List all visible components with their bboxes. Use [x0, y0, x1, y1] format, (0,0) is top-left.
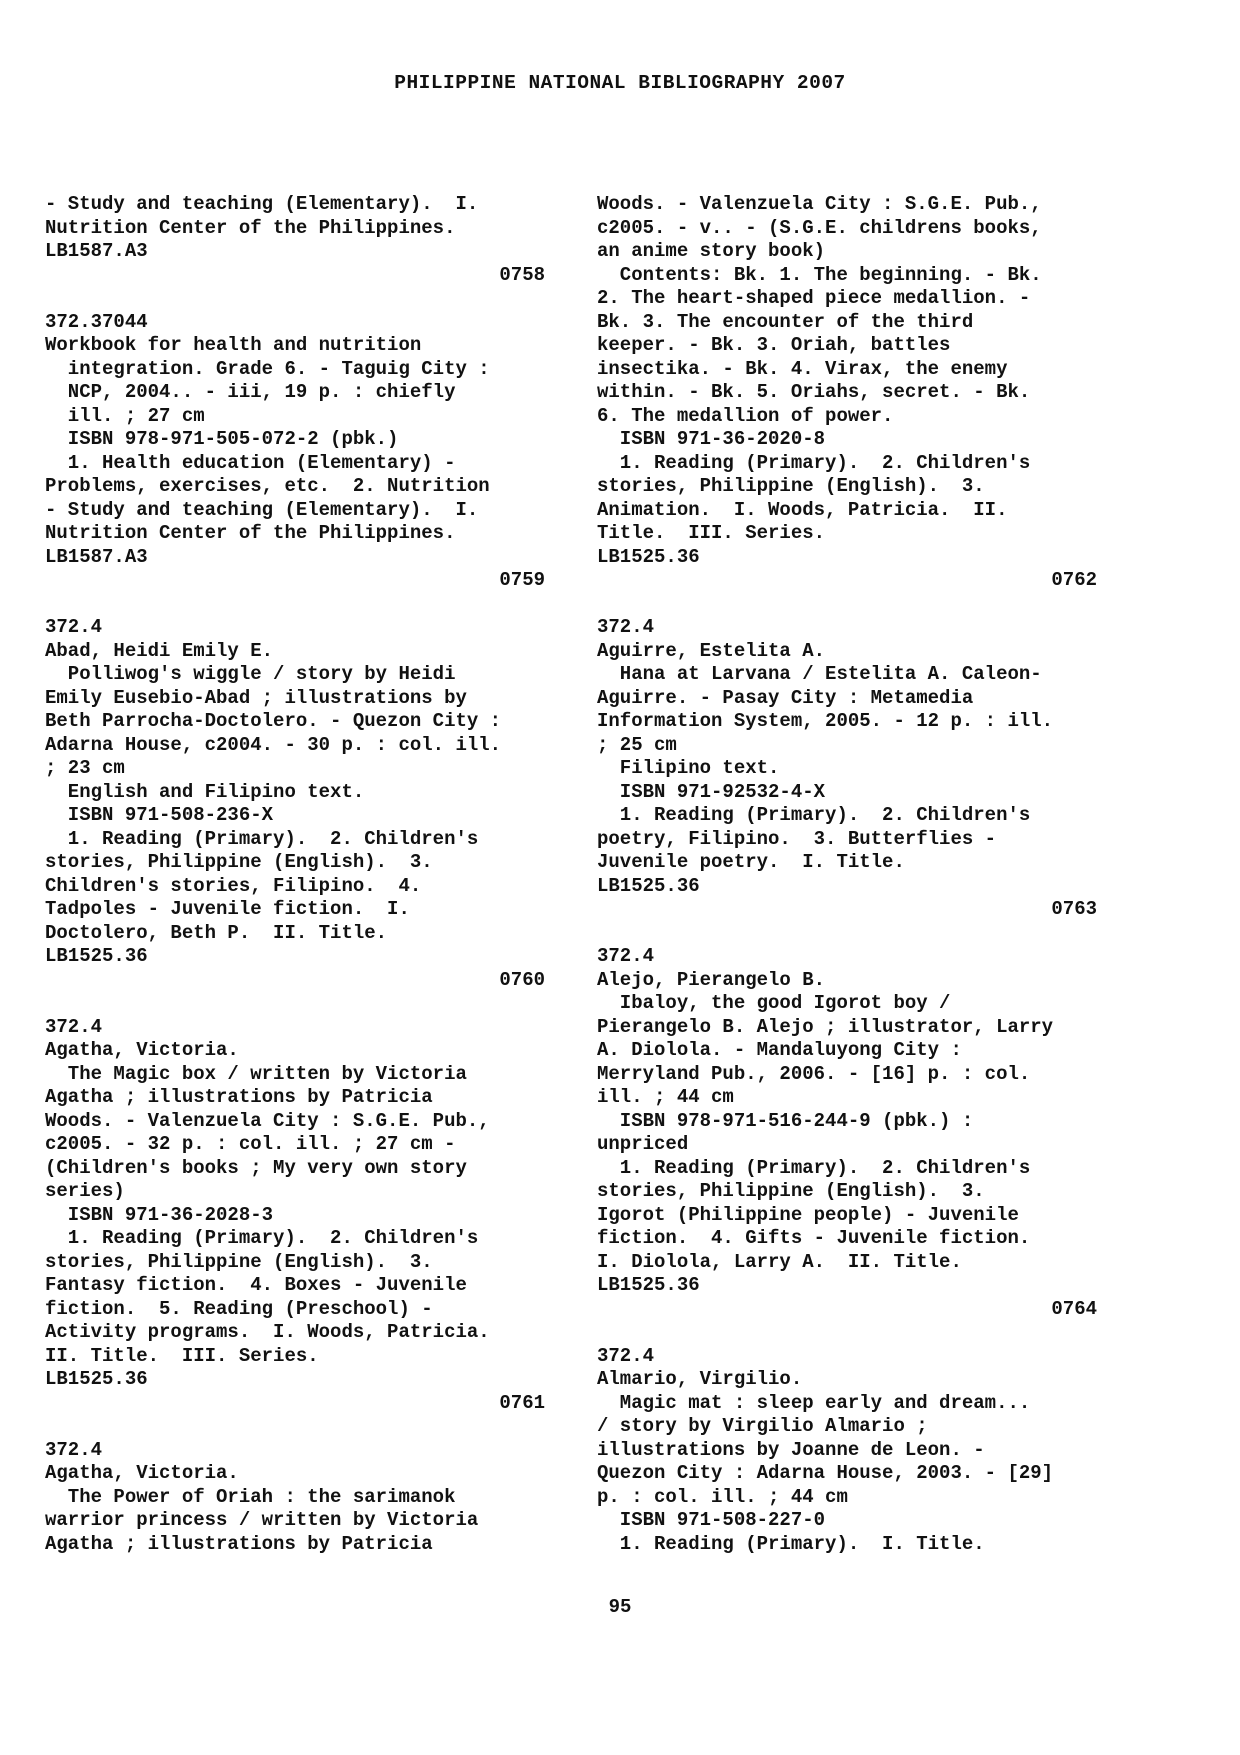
entry-line: ISBN 971-508-236-X: [45, 804, 274, 826]
entry-line: A. Diolola. - Mandaluyong City :: [597, 1039, 962, 1061]
entry-line: Aguirre, Estelita A.: [597, 639, 826, 662]
entry-line: Doctolero, Beth P. II. Title.: [45, 921, 388, 944]
entry-line: Adarna House, c2004. - 30 p. : col. ill.: [45, 733, 502, 756]
entry-line: I. Diolola, Larry A. II. Title.: [597, 1250, 962, 1273]
entry-line: LB1525.36: [597, 1274, 700, 1296]
entry-line: Abad, Heidi Emily E.: [45, 639, 274, 662]
entry-line: 1. Reading (Primary). 2. Children's: [45, 1227, 479, 1249]
entry-line: Fantasy fiction. 4. Boxes - Juvenile: [45, 1274, 467, 1296]
entry-line: ISBN 971-36-2020-8: [597, 428, 826, 450]
entry-line: Children's stories, Filipino. 4.: [45, 874, 422, 897]
entry-line: Magic mat : sleep early and dream...: [597, 1391, 1031, 1414]
entry-line: LB1587.A3: [45, 240, 148, 262]
entry-line: 2. The heart-shaped piece medallion. -: [597, 287, 1031, 309]
entry-line: c2005. - 32 p. : col. ill. ; 27 cm -: [45, 1133, 456, 1155]
entry-line: LB1525.36: [45, 1368, 148, 1390]
spacer: [45, 593, 545, 617]
entry-line: 372.4: [597, 945, 655, 967]
entry-line: ; 25 cm: [597, 733, 677, 756]
entry-line: 1. Reading (Primary). 2. Children's: [597, 451, 1031, 474]
entry-line: Title. III. Series.: [597, 522, 826, 544]
entry-line: Juvenile poetry. I. Title.: [597, 851, 905, 873]
right-column: [597, 193, 1097, 1556]
entry-line: stories, Philippine (English). 3.: [45, 1250, 433, 1273]
entry-line: Agatha ; illustrations by Patricia: [45, 1086, 433, 1108]
entry-line: p. : col. ill. ; 44 cm: [597, 1485, 848, 1508]
entry-line: Beth Parrocha-Doctolero. - Quezon City :: [45, 710, 502, 732]
entry-line: II. Title. III. Series.: [45, 1344, 319, 1367]
entry-line: ISBN 971-36-2028-3: [45, 1203, 274, 1226]
page-number: 95: [608, 1596, 632, 1618]
entry-line: Woods. - Valenzuela City : S.G.E. Pub.,: [45, 1109, 490, 1132]
entry-line: stories, Philippine (English). 3.: [45, 851, 433, 873]
spacer: [597, 593, 1097, 617]
entry-line: Merryland Pub., 2006. - [16] p. : col.: [597, 1062, 1031, 1085]
entry-line: Emily Eusebio-Abad ; illustrations by: [45, 686, 467, 709]
entry-line: NCP, 2004.. - iii, 19 p. : chiefly: [45, 381, 456, 403]
entry-line: - Study and teaching (Elementary). I.: [45, 193, 479, 215]
entry-line: ISBN 978-971-516-244-9 (pbk.) :: [597, 1109, 974, 1132]
spacer: [597, 1321, 1097, 1345]
entry-line: ISBN 971-508-227-0: [597, 1509, 826, 1531]
entry-line: series): [45, 1180, 125, 1202]
entry-line: insectika. - Bk. 4. Virax, the enemy: [597, 357, 1008, 380]
entry-line: illustrations by Joanne de Leon. -: [597, 1438, 985, 1461]
entry-line: Ibaloy, the good Igorot boy /: [597, 992, 951, 1014]
entry-line: within. - Bk. 5. Oriahs, secret. - Bk.: [597, 381, 1031, 403]
entry-line: LB1525.36: [597, 874, 700, 897]
entry-line: integration. Grade 6. - Taguig City :: [45, 357, 490, 380]
spacer: [45, 287, 545, 311]
entry-line: (Children's books ; My very own story: [45, 1156, 467, 1179]
entry-line: Nutrition Center of the Philippines.: [45, 522, 456, 544]
entry-line: 372.4: [597, 1344, 655, 1367]
entry-line: Filipino text.: [597, 757, 780, 779]
entry-line: Contents: Bk. 1. The beginning. - Bk.: [597, 263, 1042, 286]
entry-line: 1. Reading (Primary). 2. Children's: [45, 827, 479, 850]
entry-line: fiction. 5. Reading (Preschool) -: [45, 1297, 433, 1320]
entry-line: / story by Virgilio Almario ;: [597, 1415, 928, 1437]
entry-line: ISBN 971-92532-4-X: [597, 780, 826, 803]
entry-line: Polliwog's wiggle / story by Heidi: [45, 663, 456, 685]
entry-line: Workbook for health and nutrition: [45, 334, 422, 356]
entry-line: fiction. 4. Gifts - Juvenile fiction.: [597, 1227, 1031, 1249]
spacer: [597, 922, 1097, 946]
entry-number: 0764: [1051, 1297, 1097, 1320]
entry-line: unpriced: [597, 1133, 689, 1155]
entry-line: Pierangelo B. Alejo ; illustrator, Larry: [597, 1015, 1054, 1038]
page-header-title: PHILIPPINE NATIONAL BIBLIOGRAPHY 2007: [394, 72, 846, 94]
entry-line: 1. Health education (Elementary) -: [45, 451, 456, 474]
entry-line: LB1525.36: [597, 545, 700, 568]
entry-line: 1. Reading (Primary). 2. Children's: [597, 1156, 1031, 1179]
entry-line: Activity programs. I. Woods, Patricia.: [45, 1321, 490, 1343]
entry-line: c2005. - v.. - (S.G.E. childrens books,: [597, 216, 1042, 239]
entry-line: Bk. 3. The encounter of the third: [597, 310, 974, 333]
entry-line: warrior princess / written by Victoria: [45, 1509, 479, 1531]
entry-line: stories, Philippine (English). 3.: [597, 475, 985, 497]
entry-line: The Magic box / written by Victoria: [45, 1062, 467, 1085]
entry-line: Information System, 2005. - 12 p. : ill.: [597, 710, 1054, 732]
entry-line: 372.37044: [45, 310, 148, 333]
entry-line: 6. The medallion of power.: [597, 404, 894, 427]
entry-line: Quezon City : Adarna House, 2003. - [29]: [597, 1462, 1054, 1484]
entry-line: 372.4: [45, 616, 103, 638]
entry-line: Problems, exercises, etc. 2. Nutrition: [45, 475, 490, 497]
entry-line: Tadpoles - Juvenile fiction. I.: [45, 898, 410, 920]
entry-line: 372.4: [45, 1438, 103, 1461]
entry-line: Agatha ; illustrations by Patricia: [45, 1532, 433, 1555]
entry-number: 0758: [499, 263, 545, 286]
entry-line: ill. ; 27 cm: [45, 404, 205, 427]
entry-line: poetry, Filipino. 3. Butterflies -: [597, 827, 997, 850]
entry-line: English and Filipino text.: [45, 780, 365, 803]
spacer: [45, 992, 545, 1016]
entry-line: stories, Philippine (English). 3.: [597, 1180, 985, 1202]
entry-line: 1. Reading (Primary). 2. Children's: [597, 804, 1031, 826]
entry-line: Animation. I. Woods, Patricia. II.: [597, 498, 1008, 521]
entry-line: Aguirre. - Pasay City : Metamedia: [597, 686, 974, 709]
entry-number: 0763: [1051, 898, 1097, 920]
entry-line: LB1587.A3: [45, 545, 148, 568]
entry-line: The Power of Oriah : the sarimanok: [45, 1485, 456, 1508]
entry-line: 372.4: [597, 616, 655, 638]
entry-line: LB1525.36: [45, 945, 148, 967]
entry-line: an anime story book): [597, 240, 826, 262]
entry-number: 0762: [1051, 569, 1097, 591]
entry-line: Agatha, Victoria.: [45, 1462, 239, 1484]
spacer: [45, 1415, 545, 1439]
entry-line: Almario, Virgilio.: [597, 1368, 803, 1390]
entry-number: 0759: [499, 569, 545, 591]
entry-line: Igorot (Philippine people) - Juvenile: [597, 1203, 1019, 1226]
left-column: [45, 193, 545, 1556]
entry-line: Agatha, Victoria.: [45, 1039, 239, 1061]
entry-number: 0761: [499, 1391, 545, 1414]
entry-line: keeper. - Bk. 3. Oriah, battles: [597, 334, 951, 356]
entry-line: ; 23 cm: [45, 757, 125, 779]
entry-line: - Study and teaching (Elementary). I.: [45, 498, 479, 521]
entry-line: 372.4: [45, 1015, 103, 1038]
entry-line: Nutrition Center of the Philippines.: [45, 216, 456, 239]
entry-line: Woods. - Valenzuela City : S.G.E. Pub.,: [597, 193, 1042, 215]
entry-number: 0760: [499, 968, 545, 991]
entry-line: ill. ; 44 cm: [597, 1086, 734, 1108]
entry-line: 1. Reading (Primary). I. Title.: [597, 1532, 985, 1555]
entry-line: ISBN 978-971-505-072-2 (pbk.): [45, 428, 399, 450]
entry-line: Alejo, Pierangelo B.: [597, 968, 826, 991]
entry-line: Hana at Larvana / Estelita A. Caleon-: [597, 663, 1042, 685]
